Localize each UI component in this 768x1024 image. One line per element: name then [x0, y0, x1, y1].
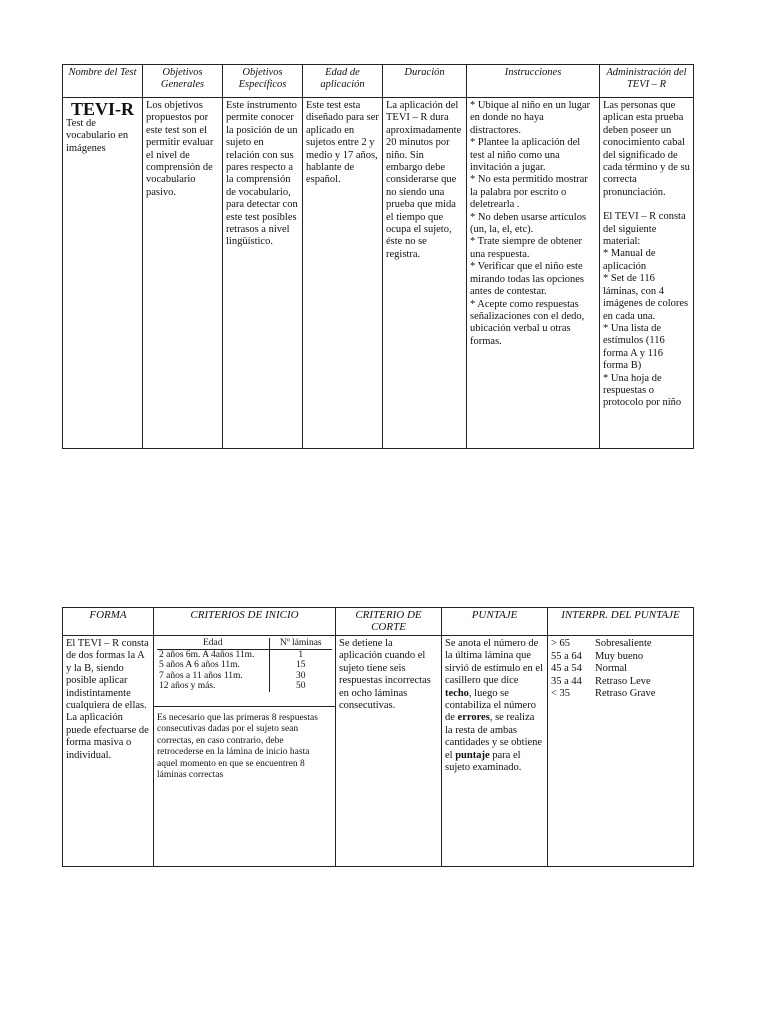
subtable-header: [157, 638, 332, 649]
instruccion-item: * Plantee la aplicación del test al niño como una invitación a jugar.: [470, 137, 581, 174]
score-row: [551, 638, 690, 651]
puntaje-bold-puntaje: puntaje: [455, 749, 490, 761]
score-label: Muy bueno: [595, 650, 644, 662]
cell-administracion: [600, 98, 694, 449]
instruccion-item: * Verificar que el niño este mirando todas las opciones antes de contestar.: [470, 261, 585, 298]
score-range: 55 a 64: [551, 650, 582, 662]
cell-interpretacion: [548, 636, 694, 867]
material-item: * Una lista de estímulos (116 forma A y 116 forma B): [603, 322, 665, 372]
header-criterio-corte: CRITERIO DE CORTE: [336, 608, 442, 636]
edad-range: 7 años a 11 años 11m.: [159, 670, 243, 681]
score-label: Retraso Grave: [595, 688, 656, 700]
instruccion-item: * Trate siempre de obtener una respuesta.: [470, 236, 582, 260]
laminas-count: 1: [269, 649, 332, 660]
scoring-table: [62, 607, 694, 867]
cell-objetivos-generales: Los objetivos propuestos por este test son el permitir evaluar el nivel de comprensión de vocabulario pasivo.: [143, 98, 223, 449]
sub-header-laminas: Nº láminas: [269, 638, 332, 649]
laminas-count: 50: [269, 681, 332, 692]
subtable-row: [157, 660, 332, 671]
subtable-row: [157, 649, 332, 660]
inicio-subtable: [157, 638, 332, 692]
sub-header-edad: Edad: [157, 638, 269, 649]
score-range: 45 a 54: [551, 663, 582, 675]
edad-range: 12 años y más.: [159, 681, 216, 691]
score-label: Sobresaliente: [595, 638, 652, 649]
puntaje-text-1: Se anota el número de la última lámina que sirvió de estímulo en el casillero que dice: [445, 638, 543, 687]
puntaje-text-4: para el sujeto examinado.: [445, 749, 522, 774]
administracion-intro: Las personas que aplican esta prueba deben poseer un conocimiento cabal del significado de cada término y de su correcta pronunciación.: [603, 100, 690, 198]
score-label: Retraso Leve: [595, 675, 651, 687]
instruccion-item: * Acepte como respuestas señalizaciones con el dedo, ubicación verbal u otras formas.: [470, 298, 585, 347]
header-edad: Edad de aplicación: [303, 65, 383, 98]
header-interpretacion: INTERPR. DEL PUNTAJE: [548, 608, 694, 636]
score-range: 35 a 44: [551, 675, 582, 687]
cell-edad: Este test esta diseñado para ser aplicado en sujetos entre 2 y medio y 17 años, hablante de español.: [303, 98, 383, 449]
subtable-row: [157, 671, 332, 682]
cell-criterios-inicio: [154, 636, 336, 867]
cell-forma: El TEVI – R consta de dos formas la A y la B, siendo posible aplicar indistintamente cualquiera de ellas. La aplicación puede efectuarse de forma masiva o individual.: [63, 636, 154, 867]
table-header-row: [63, 608, 694, 636]
score-label: Normal: [595, 663, 628, 675]
score-range: < 35: [551, 688, 571, 700]
cell-nombre: [63, 98, 143, 449]
table-header-row: [63, 65, 694, 98]
laminas-count: 15: [269, 660, 332, 671]
test-name: TEVI-R: [70, 99, 134, 119]
puntaje-bold-techo: techo: [445, 687, 469, 699]
instruccion-item: * No deben usarse artículos (un, la, el, etc).: [470, 211, 587, 236]
puntaje-text-2: , luego se contabiliza el número de: [445, 687, 536, 724]
score-row: [551, 663, 690, 676]
score-range: > 65: [551, 638, 571, 649]
instruccion-item: * Ubique al niño en un lugar en donde no haya distractores.: [470, 100, 591, 136]
header-objetivos-especificos: Objetivos Específicos: [223, 65, 303, 98]
header-instrucciones: Instrucciones: [467, 65, 600, 98]
table-row: [63, 98, 694, 449]
header-duracion: Duración: [383, 65, 467, 98]
edad-range: 5 años A 6 años 11m.: [159, 660, 240, 670]
material-item: * Set de 116 láminas, con 4 imágenes de colores en cada una.: [603, 273, 689, 322]
subtable-row: [157, 681, 332, 692]
score-row: [551, 651, 690, 664]
puntaje-bold-errores: errores: [457, 712, 490, 724]
cell-objetivos-especificos: Este instrumento permite conocer la posición de un sujeto en relación con sus pares respecto a la comprensión de vocabulario, para detectar con este test posibles retrasos a nivel lingüístico.: [223, 98, 303, 449]
administracion-material-intro: El TEVI – R consta del siguiente material:: [603, 211, 686, 248]
score-row: [551, 676, 690, 689]
cell-criterio-corte: Se detiene la aplicación cuando el sujeto tiene seis respuestas incorrectas en ocho láminas consecutivas.: [336, 636, 442, 867]
header-nombre: Nombre del Test: [63, 65, 143, 98]
material-item: * Una hoja de respuestas o protocolo por niño: [603, 372, 682, 409]
header-puntaje: PUNTAJE: [442, 608, 548, 636]
cell-duracion: La aplicación del TEVI – R dura aproximadamente 20 minutos por niño. Sin embargo debe considerarse que no siendo una prueba que mida el tiempo que ocupa el sujeto, éste no se registra.: [383, 98, 467, 449]
edad-range: 2 años 6m. A 4años 11m.: [159, 649, 255, 660]
header-criterios-inicio: CRITERIOS DE INICIO: [154, 608, 336, 636]
puntaje-text-3: , se realiza la resta de ambas cantidades y se obtiene el: [445, 712, 543, 761]
test-info-table: [62, 64, 694, 449]
laminas-count: 30: [269, 671, 332, 682]
test-subtitle: Test de vocabulario en imágenes: [66, 118, 129, 154]
score-row: [551, 688, 690, 701]
header-administracion: Administración del TEVI – R: [600, 65, 694, 98]
header-objetivos-generales: Objetivos Generales: [143, 65, 223, 98]
cell-instrucciones: [467, 98, 600, 449]
instruccion-item: * No esta permitido mostrar la palabra por escrito o deletrearla .: [470, 174, 588, 211]
table-row: [63, 636, 694, 867]
header-forma: FORMA: [63, 608, 154, 636]
material-item: * Manual de aplicación: [603, 248, 656, 272]
inicio-note: Es necesario que las primeras 8 respuestas consecutivas dadas por el sujeto sean correctas, en caso contrario, debe retrocederse en la lámina de inicio hasta aquel momento en que se encuentren 8 láminas correctas: [154, 706, 335, 782]
cell-puntaje: [442, 636, 548, 867]
